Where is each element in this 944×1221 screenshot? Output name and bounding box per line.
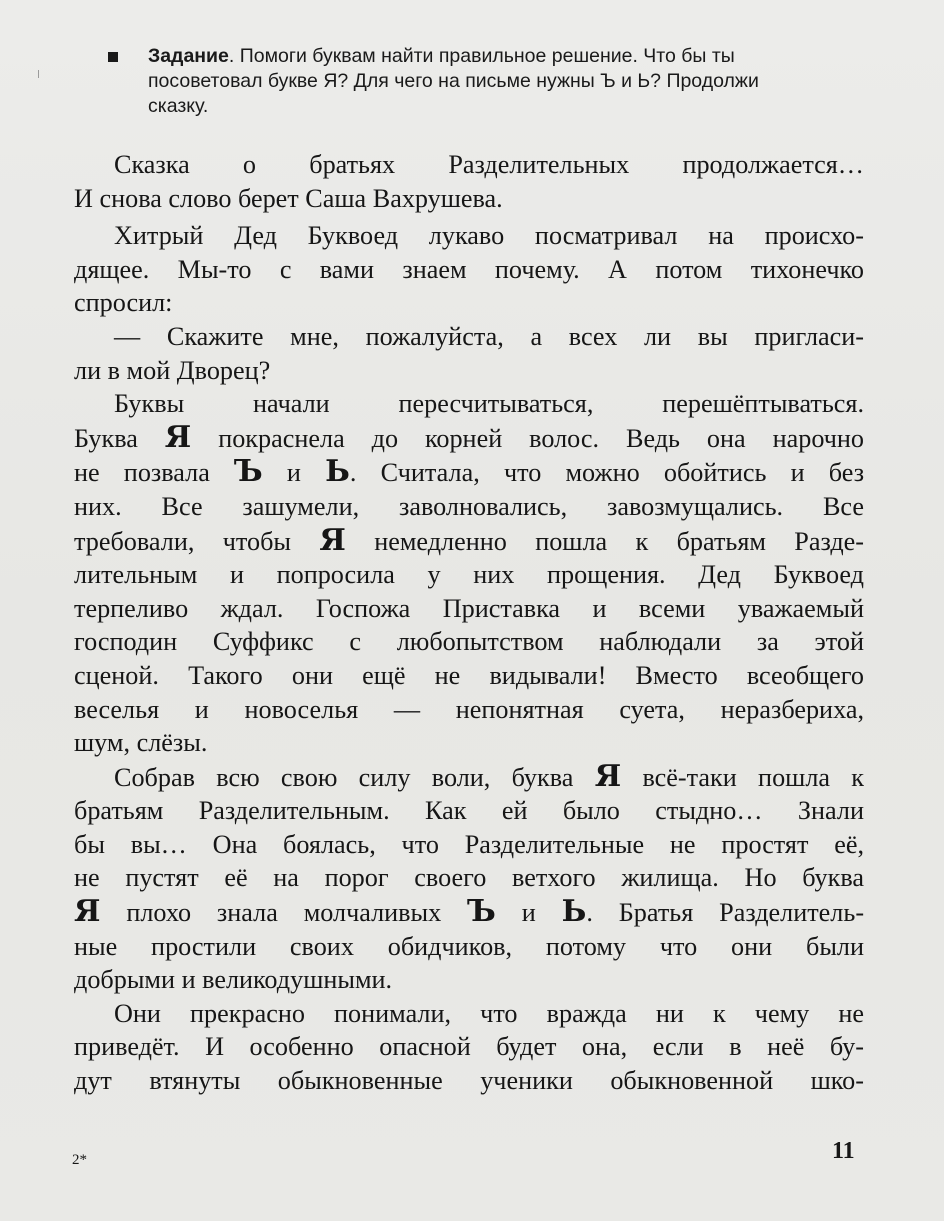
text-line: спросил:	[74, 288, 173, 318]
text-line: терпеливо ждал. Госпожа Приставка и всеми уважаемый	[74, 593, 864, 623]
page-number: 11	[832, 1138, 855, 1164]
text-line: Собрав всю свою силу воли, буква Я всё-таки пошла к	[114, 758, 865, 794]
letter-ya: Я	[319, 522, 346, 558]
text-line: — Скажите мне, пожалуйста, а всех ли вы пригласи-	[114, 321, 864, 351]
task-block	[108, 44, 890, 119]
text-line: Сказка о братьях Разделительных продолжается…	[114, 150, 864, 179]
text-line: господин Суффикс с любопытством наблюдали за этой	[74, 627, 864, 657]
text-line: Я плохо знала молчаливых Ъ и Ь. Братья Разделитель-	[74, 894, 865, 930]
task-text-line1: . Помоги буквам найти правильное решение. Что бы ты	[228, 45, 735, 67]
text-line: Буква Я покраснела до корней волос. Ведь она нарочно	[74, 419, 865, 455]
text-line: дут втянуты обыкновенные ученики обыкновенной шко-	[74, 1066, 864, 1096]
text-line: приведёт. И особенно опасной будет она, если в неё бу-	[74, 1032, 864, 1062]
text-line: добрыми и великодушными.	[74, 965, 393, 995]
text-line: лительным и попросила у них прощения. Дед Буквоед	[74, 560, 864, 590]
text-line: Буквы начали пересчитываться, перешёптываться.	[114, 389, 864, 419]
text-line: ли в мой Дворец?	[74, 355, 271, 385]
text-line: ные простили своих обидчиков, потому что они были	[74, 931, 864, 961]
text-line: шум, слёзы.	[74, 728, 208, 758]
text-line: И снова слово берет Саша Вахрушева.	[74, 183, 503, 213]
text-line: братьям Разделительным. Как ей было стыдно… Знали	[74, 796, 864, 826]
story-text	[74, 148, 864, 1098]
text-line: бы вы… Она боялась, что Разделительные не простят её,	[74, 829, 864, 859]
text-line: них. Все зашумели, заволновались, завозмущались. Все	[74, 491, 864, 521]
printer-signature: 2*	[72, 1152, 87, 1168]
text-line: дящее. Мы-то с вами знаем почему. А потом тихонечко	[74, 254, 864, 284]
letter-hard-sign: Ъ	[234, 454, 263, 490]
letter-hard-sign: Ъ	[467, 894, 496, 930]
task-label: Задание	[148, 45, 229, 67]
letter-soft-sign: Ь	[561, 894, 587, 930]
text-line: Они прекрасно понимали, что вражда ни к чему не	[114, 998, 864, 1028]
text-line: не позвала Ъ и Ь. Считала, что можно обойтись и без	[74, 454, 865, 490]
text-line: не пустят её на порог своего ветхого жилища. Но буква	[74, 863, 864, 893]
text-line: Хитрый Дед Буквоед лукаво посматривал на происхо-	[114, 221, 864, 251]
task-text	[148, 44, 890, 119]
text-line: требовали, чтобы Я немедленно пошла к братьям Разде-	[74, 522, 865, 558]
letter-ya: Я	[164, 419, 192, 455]
letter-ya: Я	[594, 758, 622, 794]
text-line: веселья и новоселья — непонятная суета, неразбериха,	[74, 694, 864, 724]
letter-ya: Я	[74, 894, 101, 930]
letter-soft-sign: Ь	[325, 454, 350, 490]
task-text-line3: сказку.	[148, 95, 209, 117]
square-bullet-icon	[108, 52, 118, 62]
text-line: сценой. Такого они ещё не видывали! Вместо всеобщего	[74, 660, 864, 690]
margin-tick	[38, 70, 39, 78]
task-text-line2: посоветовал букве Я? Для чего на письме нужны Ъ и Ь? Продолжи	[148, 70, 759, 92]
